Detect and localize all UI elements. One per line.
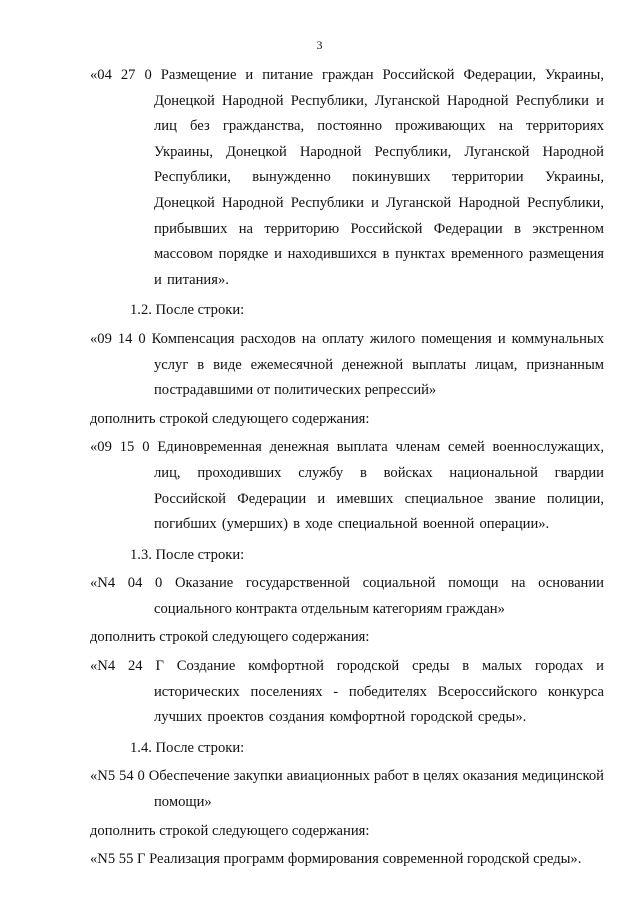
page-number: 3 <box>316 38 323 52</box>
entry-09-14-0: «09 14 0 Компенсация расходов на оплату жилого помещения и коммунальных услуг в виде ежемесячной денежной выплаты лицам, признанным пострадавшими от политических репрессий» <box>90 330 604 399</box>
entry-n4-24-g: «N4 24 Г Создание комфортной городской среды в малых городах и исторических поселениях - победителях Всероссийского конкурса лучших проектов создания комфортной городской среды». <box>90 658 604 726</box>
item-heading-1-2: 1.2. После строки: <box>130 302 245 319</box>
instruction-add-line: дополнить строкой следующего содержания: <box>90 822 370 839</box>
entry-n5-54-0: «N5 54 0 Обеспечение закупки авиационных работ в целях оказания медицинской помощи» <box>90 768 604 811</box>
item-heading-1-3: 1.3. После строки: <box>130 546 245 563</box>
document-body <box>90 63 604 873</box>
entry-n5-55-g: «N5 55 Г Реализация программ формирования современной городской среды». <box>90 851 582 868</box>
instruction-add-line: дополнить строкой следующего содержания: <box>90 629 370 646</box>
instruction-add-line: дополнить строкой следующего содержания: <box>90 410 370 427</box>
entry-04-27-0: «04 27 0 Размещение и питание граждан Российской Федерации, Украины, Донецкой Народной Республики, Луганской Народной Республики и лиц без гражданства, постоянно проживающих на территориях Украины, Донецкой Народной Республики, Луганской Народной Республики, вынужденно покинувших территории Украины, Донецкой Народной Республики и Луганской Народной Республики, прибывших на территорию Российской Федерации в экстренном массовом порядке и находившихся в пунктах временного размещения и питания». <box>90 67 604 288</box>
item-heading-1-4: 1.4. После строки: <box>130 739 245 756</box>
entry-n4-04-0: «N4 04 0 Оказание государственной социальной помощи на основании социального контракта отдельным категориям граждан» <box>90 575 604 617</box>
entry-09-15-0: «09 15 0 Единовременная денежная выплата членам семей военнослужащих, лиц, проходивших службу в войсках национальной гвардии Российской Федерации и имевших специальное звание полиции, погибших (умерших) в ходе специальной военной операции». <box>90 439 604 533</box>
